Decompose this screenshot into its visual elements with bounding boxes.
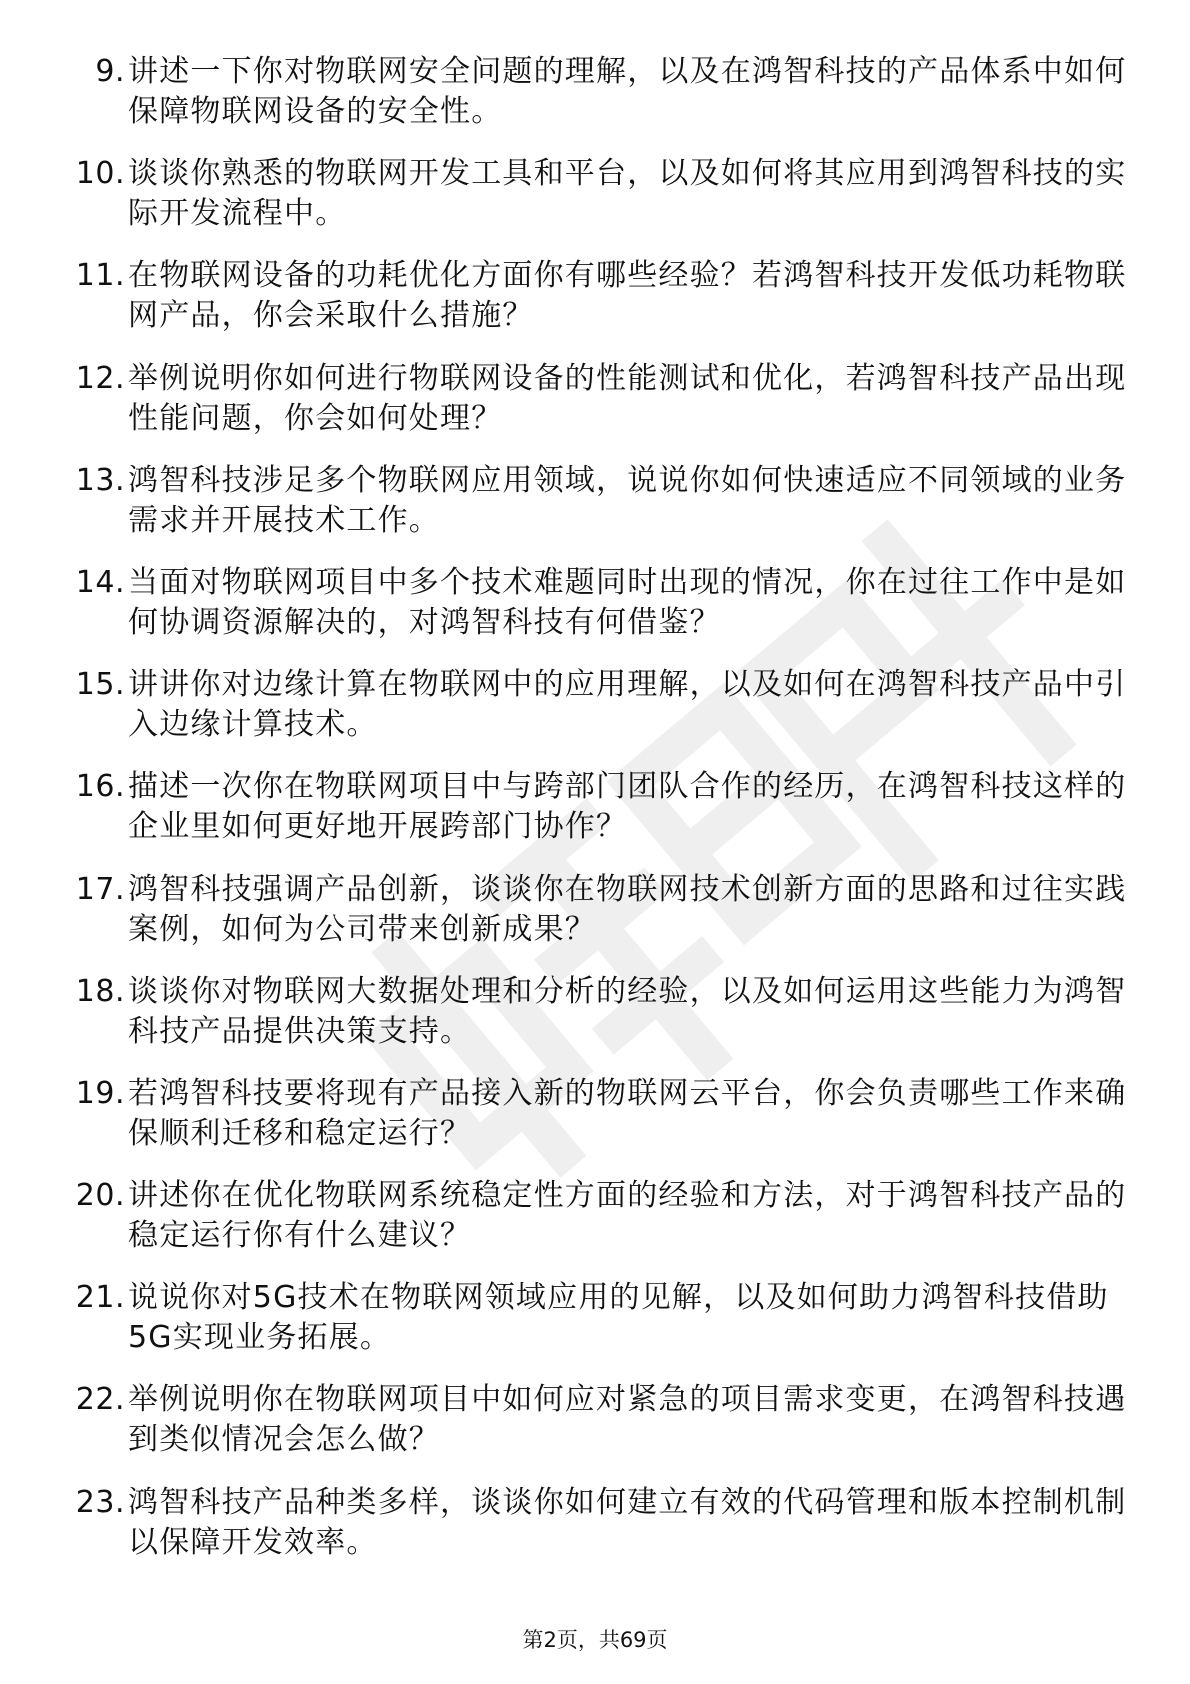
question-number: 22. xyxy=(75,1382,125,1418)
question-text: 谈谈你对物联网大数据处理和分析的经验，以及如何运用这些能力为鸿智科技产品提供决策支持。 xyxy=(128,973,1127,1049)
question-text: 讲讲你对边缘计算在物联网中的应用理解，以及如何在鸿智科技产品中引入边缘计算技术。 xyxy=(128,667,1127,743)
question-item xyxy=(0,1380,1190,1482)
question-number: 9. xyxy=(95,54,125,89)
question-text: 讲述你在优化物联网系统稳定性方面的经验和方法，对于鸿智科技产品的稳定运行你有什么建议？ xyxy=(128,1178,1127,1254)
question-item xyxy=(0,665,1190,767)
question-number: 14. xyxy=(75,564,125,600)
question-text: 举例说明你在物联网项目中如何应对紧急的项目需求变更，在鸿智科技遇到类似情况会怎么做？ xyxy=(128,1382,1127,1458)
question-number: 23. xyxy=(75,1484,125,1520)
question-item xyxy=(0,767,1190,869)
question-number: 19. xyxy=(75,1075,125,1111)
question-text: 鸿智科技产品种类多样，谈谈你如何建立有效的代码管理和版本控制机制以保障开发效率。 xyxy=(128,1484,1127,1560)
question-text: 鸿智科技强调产品创新，谈谈你在物联网技术创新方面的思路和过往实践案例，如何为公司带来创新成果？ xyxy=(128,871,1127,947)
question-number: 10. xyxy=(75,156,125,192)
question-number: 11. xyxy=(75,258,125,294)
question-item xyxy=(0,256,1190,358)
question-text: 描述一次你在物联网项目中与跨部门团队合作的经历，在鸿智科技这样的企业里如何更好地开展跨部门协作？ xyxy=(128,769,1127,845)
question-number: 15. xyxy=(75,667,125,703)
question-text: 鸿智科技涉足多个物联网应用领域，说说你如何快速适应不同领域的业务需求并开展技术工作。 xyxy=(128,462,1127,538)
question-item xyxy=(0,359,1190,461)
question-number: 13. xyxy=(75,462,125,498)
page-footer: 第2页，共69页 xyxy=(522,1628,668,1652)
question-text: 谈谈你熟悉的物联网开发工具和平台，以及如何将其应用到鸿智科技的实际开发流程中。 xyxy=(128,156,1127,232)
question-text: 举例说明你如何进行物联网设备的性能测试和优化，若鸿智科技产品出现性能问题，你会如何处理？ xyxy=(128,360,1127,436)
question-item xyxy=(0,1176,1190,1278)
question-number: 17. xyxy=(75,871,125,907)
question-number: 21. xyxy=(75,1280,125,1316)
question-text: 在物联网设备的功耗优化方面你有哪些经验？若鸿智科技开发低功耗物联网产品，你会采取什么措施？ xyxy=(128,258,1127,334)
question-list xyxy=(0,52,1190,1585)
question-text: 若鸿智科技要将现有产品接入新的物联网云平台，你会负责哪些工作来确保顺利迁移和稳定运行？ xyxy=(128,1075,1127,1151)
question-item xyxy=(0,154,1190,256)
question-number: 12. xyxy=(75,360,125,396)
question-number: 18. xyxy=(75,973,125,1009)
question-item xyxy=(0,52,1190,154)
question-item xyxy=(0,1278,1190,1380)
question-number: 20. xyxy=(75,1178,125,1214)
question-item xyxy=(0,563,1190,665)
question-number: 16. xyxy=(75,769,125,805)
question-item xyxy=(0,972,1190,1074)
question-text: 当面对物联网项目中多个技术难题同时出现的情况，你在过往工作中是如何协调资源解决的，对鸿智科技有何借鉴？ xyxy=(128,564,1127,640)
question-text: 说说你对5G技术在物联网领域应用的见解，以及如何助力鸿智科技借助5G实现业务拓展。 xyxy=(128,1280,1109,1356)
question-item xyxy=(0,461,1190,563)
question-item xyxy=(0,1074,1190,1176)
question-text: 讲述一下你对物联网安全问题的理解，以及在鸿智科技的产品体系中如何保障物联网设备的安全性。 xyxy=(128,54,1127,129)
question-item xyxy=(0,1483,1190,1585)
question-item xyxy=(0,870,1190,972)
